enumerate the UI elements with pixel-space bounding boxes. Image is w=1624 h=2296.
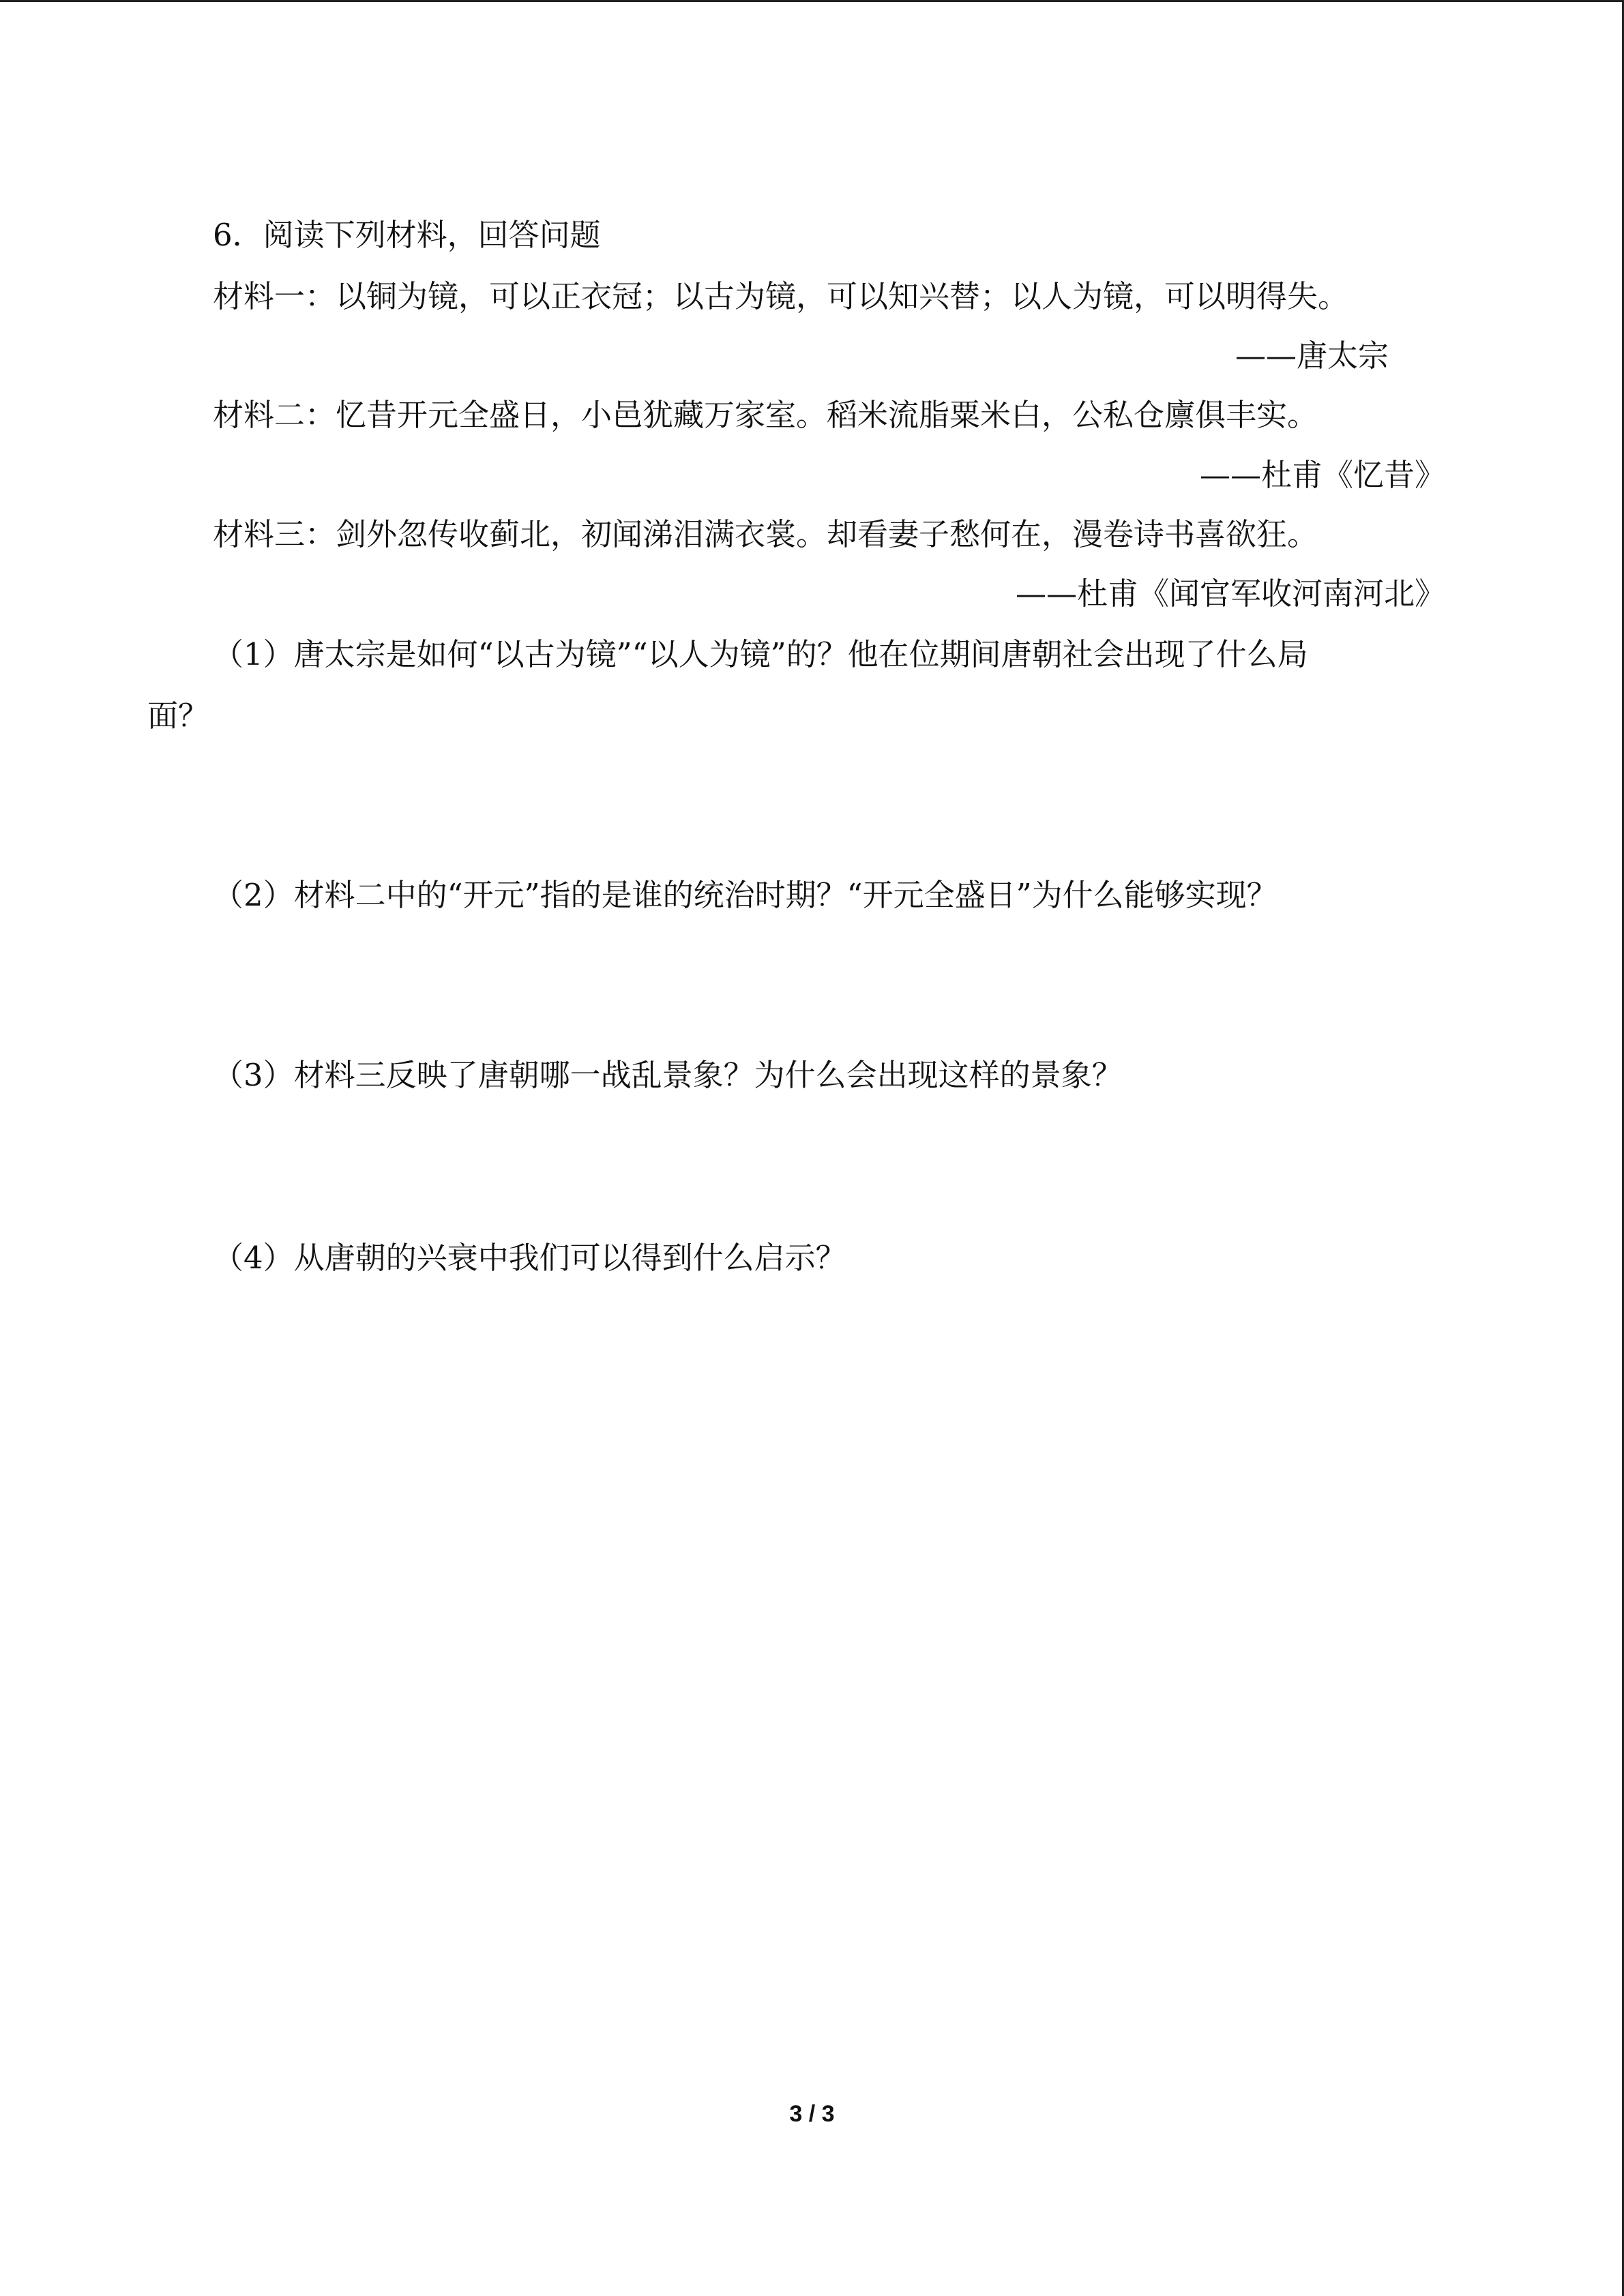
material-3-source: ——杜甫《闻官军收河南河北》	[1015, 576, 1445, 612]
page-number: 3 / 3	[789, 2101, 835, 2127]
material-2-text: 材料二：忆昔开元全盛日，小邑犹藏万家室。稻米流脂粟米白，公私仓廪俱丰实。	[213, 397, 1318, 433]
page-top-border	[0, 0, 1624, 2]
material-3-text: 材料三：剑外忽传收蓟北，初闻涕泪满衣裳。却看妻子愁何在，漫卷诗书喜欲狂。	[213, 516, 1318, 552]
material-1-source: ——唐太宗	[1235, 338, 1389, 374]
sub-question-1-line-2: 面？	[147, 698, 209, 734]
material-2-source: ——杜甫《忆昔》	[1199, 457, 1445, 493]
sub-question-3: （3）材料三反映了唐朝哪一战乱景象？为什么会出现这样的景象？	[213, 1057, 1123, 1093]
sub-question-4: （4）从唐朝的兴衰中我们可以得到什么启示？	[213, 1240, 846, 1276]
material-1-text: 材料一：以铜为镜，可以正衣冠；以古为镜，可以知兴替；以人为镜，可以明得失。	[213, 278, 1349, 314]
question-title: 6．阅读下列材料，回答问题	[213, 217, 601, 253]
sub-question-2: （2）材料二中的“开元”指的是谁的统治时期？“开元全盛日”为什么能够实现？	[213, 877, 1278, 913]
sub-question-1-line-1: （1）唐太宗是如何“以古为镜”“以人为镜”的？他在位期间唐朝社会出现了什么局	[213, 636, 1308, 672]
